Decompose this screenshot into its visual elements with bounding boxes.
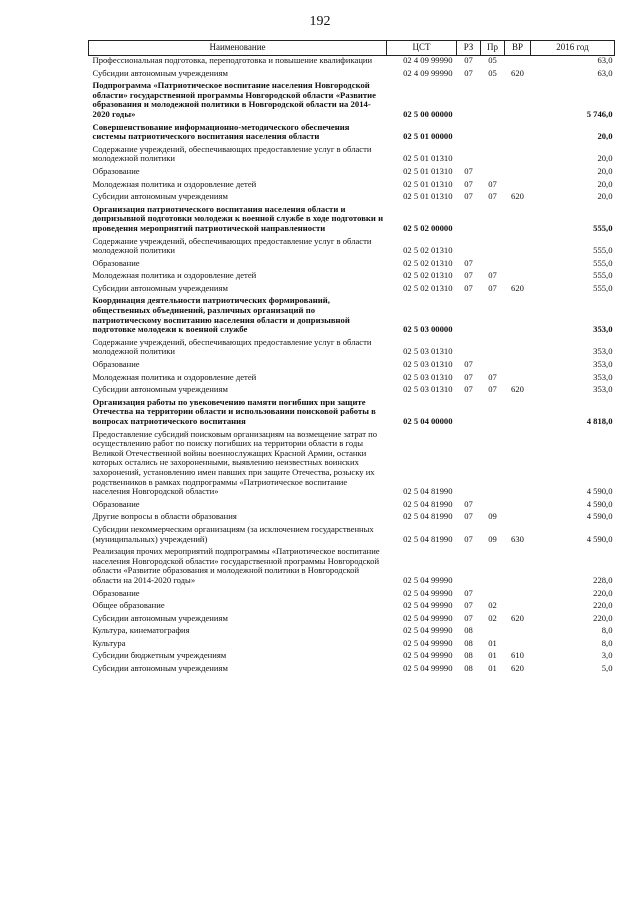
row-rz: 08 [464, 625, 473, 636]
row-pr: 02 [488, 600, 497, 611]
row-name: Совершенствование информационно-методического обеспечения системы патриотического воспитания населения области [92, 121, 350, 142]
header-vr: ВР [505, 41, 531, 56]
row-rz: 07 [464, 359, 473, 370]
row-sum: 228,0 [593, 574, 613, 585]
row-cst: 02 5 03 01310 [403, 346, 453, 357]
table-row [89, 205, 615, 237]
row-cst: 02 4 09 99990 [403, 55, 453, 65]
header-pr: Пр [481, 41, 505, 56]
row-name: Организация работы по увековечению памяти погибших при защите Отечества на территории области и использовании поисковой работы в вопросах патриотического воспитания [92, 396, 376, 426]
row-rz [457, 81, 481, 122]
table-row [89, 145, 615, 167]
table-header [89, 41, 615, 56]
row-rz [457, 123, 481, 145]
row-pr: 05 [488, 55, 497, 65]
row-pr: 07 [488, 270, 497, 281]
row-sum: 555,0 [593, 282, 613, 293]
row-sum: 5 746,0 [586, 108, 613, 119]
table-row [89, 626, 615, 639]
row-cst: 02 5 03 01310 [403, 371, 453, 382]
row-name: Другие вопросы в области образования [92, 511, 237, 522]
row-rz: 08 [464, 650, 473, 661]
row-sum: 20,0 [597, 153, 613, 164]
row-cst: 02 5 04 81990 [403, 486, 453, 497]
row-sum: 353,0 [593, 346, 613, 357]
row-sum: 353,0 [593, 359, 613, 370]
row-cst: 02 5 04 99990 [403, 637, 453, 648]
row-sum: 4 590,0 [586, 511, 613, 522]
row-pr: 07 [488, 384, 497, 395]
row-name: Молодежная политика и оздоровление детей [92, 178, 257, 189]
row-cst: 02 5 00 00000 [403, 108, 453, 119]
row-vr [505, 547, 531, 588]
header-rz: РЗ [457, 41, 481, 56]
row-cst: 02 5 04 81990 [403, 498, 453, 509]
row-name: Общее образование [92, 600, 165, 611]
row-sum: 8,0 [601, 637, 613, 648]
row-name: Субсидии автономным учреждениям [92, 282, 228, 293]
row-cst: 02 4 09 99990 [403, 67, 453, 78]
row-name: Образование [92, 165, 140, 176]
row-vr [505, 512, 531, 525]
row-rz: 07 [464, 191, 473, 202]
page-number: 192 [309, 14, 331, 29]
row-name: Образование [92, 498, 140, 509]
row-sum: 4 590,0 [586, 498, 613, 509]
row-name: Культура [92, 637, 126, 648]
row-pr: 07 [488, 191, 497, 202]
table-row [89, 271, 615, 284]
row-cst: 02 5 04 99990 [403, 612, 453, 623]
row-cst: 02 5 01 01310 [403, 191, 453, 202]
row-rz: 07 [464, 67, 473, 78]
row-pr [481, 296, 505, 337]
row-sum: 4 818,0 [586, 416, 613, 426]
row-cst: 02 5 03 01310 [403, 384, 453, 395]
row-vr [505, 145, 531, 167]
row-name: Содержание учреждений, обеспечивающих предоставление услуг в области молодежной политики [92, 336, 372, 357]
table-row [89, 525, 615, 547]
row-rz: 07 [464, 270, 473, 281]
row-pr [481, 237, 505, 259]
row-sum: 555,0 [593, 257, 613, 268]
row-name: Образование [92, 257, 140, 268]
row-rz [457, 338, 481, 360]
row-vr: 610 [511, 650, 524, 661]
row-vr: 620 [511, 191, 524, 202]
row-sum: 4 590,0 [586, 533, 613, 544]
row-cst: 02 5 01 01310 [403, 153, 453, 164]
row-vr: 620 [511, 612, 524, 623]
row-sum: 555,0 [593, 270, 613, 281]
row-vr [505, 360, 531, 373]
row-sum: 63,0 [597, 67, 613, 78]
row-rz [457, 237, 481, 259]
row-sum: 20,0 [597, 178, 613, 189]
row-cst: 02 5 04 99990 [403, 587, 453, 598]
row-name: Субсидии автономным учреждениям [92, 384, 228, 395]
row-vr [505, 271, 531, 284]
row-cst: 02 5 01 00000 [403, 131, 453, 142]
table-body [89, 56, 615, 677]
row-name: Субсидии автономным учреждениям [92, 67, 228, 78]
row-vr [505, 500, 531, 513]
row-sum: 220,0 [593, 587, 613, 598]
row-pr: 09 [488, 533, 497, 544]
row-rz: 07 [464, 282, 473, 293]
row-sum: 20,0 [597, 165, 613, 176]
row-rz: 07 [464, 371, 473, 382]
row-sum: 20,0 [597, 131, 613, 142]
row-pr [481, 338, 505, 360]
row-rz [457, 205, 481, 237]
table-row [89, 56, 615, 69]
row-cst: 02 5 02 01310 [403, 282, 453, 293]
row-vr: 620 [511, 67, 524, 78]
row-rz: 07 [464, 587, 473, 598]
row-vr [505, 626, 531, 639]
row-cst: 02 5 04 81990 [403, 533, 453, 544]
row-cst: 02 5 01 01310 [403, 178, 453, 189]
row-sum: 353,0 [593, 384, 613, 395]
row-cst: 02 5 03 00000 [403, 324, 453, 335]
row-pr: 07 [488, 282, 497, 293]
row-pr [481, 167, 505, 180]
row-pr: 07 [488, 178, 497, 189]
row-pr [481, 360, 505, 373]
table-row [89, 589, 615, 602]
row-name: Субсидии бюджетным учреждениям [92, 650, 227, 661]
header-cst: ЦСТ [387, 41, 457, 56]
row-sum: 555,0 [593, 222, 613, 233]
row-cst: 02 5 02 01310 [403, 257, 453, 268]
row-name: Подпрограмма «Патриотическое воспитание населения Новгородской области» государственной программы Новгородской области «Развитие образования и молодежной политики в Новгородской области на 2014-2020 годы» [92, 80, 377, 119]
row-sum: 3,0 [601, 650, 613, 661]
row-vr [505, 430, 531, 500]
row-name: Содержание учреждений, обеспечивающих предоставление услуг в области молодежной политики [92, 235, 372, 256]
row-pr [481, 430, 505, 500]
row-vr [505, 589, 531, 602]
row-pr [481, 398, 505, 430]
row-pr: 09 [488, 511, 497, 522]
header-name: Наименование [89, 41, 387, 56]
row-rz: 07 [464, 533, 473, 544]
row-pr [481, 81, 505, 122]
row-pr [481, 145, 505, 167]
row-vr [505, 167, 531, 180]
row-vr [505, 123, 531, 145]
table-row [89, 296, 615, 337]
row-pr: 01 [488, 637, 497, 648]
row-vr [505, 205, 531, 237]
row-name: Содержание учреждений, обеспечивающих предоставление услуг в области молодежной политики [92, 143, 372, 164]
table-row [89, 81, 615, 122]
row-vr: 620 [511, 282, 524, 293]
table-row [89, 167, 615, 180]
row-name: Субсидии некоммерческим организациям (за исключением государственных (муниципальных) учреждений) [92, 523, 374, 544]
row-name: Субсидии автономным учреждениям [92, 191, 228, 202]
row-rz [457, 398, 481, 430]
row-rz: 08 [464, 663, 473, 674]
row-name: Культура, кинематография [92, 625, 190, 636]
row-pr [481, 626, 505, 639]
row-vr [505, 81, 531, 122]
row-cst: 02 5 04 99990 [403, 574, 453, 585]
row-pr: 07 [488, 371, 497, 382]
header-year: 2016 год [531, 41, 615, 56]
row-name: Субсидии автономным учреждениям [92, 612, 228, 623]
row-pr [481, 205, 505, 237]
row-rz: 07 [464, 165, 473, 176]
row-rz [457, 296, 481, 337]
row-rz: 07 [464, 498, 473, 509]
table-row [89, 360, 615, 373]
table-row [89, 385, 615, 398]
row-cst: 02 5 04 99990 [403, 600, 453, 611]
row-name: Предоставление субсидий поисковым организациям на возмещение затрат по осуществлению работ по поиску погибших на территории области в годы Великой Отечественной войны военнослужащих Красной Армии, останки которых остались не захороненными, выявлению неизвестных воинских захоронений, установлению имен павших при защите Отечества, розыску их родственников в рамках подпрограммы «Патриотическое воспитание населения Новгородской области» [92, 428, 378, 497]
row-name: Субсидии автономным учреждениям [92, 663, 228, 674]
row-cst: 02 5 04 99990 [403, 663, 453, 674]
table-row [89, 398, 615, 430]
table-row [89, 192, 615, 205]
row-cst: 02 5 04 81990 [403, 511, 453, 522]
row-cst: 02 5 04 99990 [403, 625, 453, 636]
table-row [89, 123, 615, 145]
row-name: Молодежная политика и оздоровление детей [92, 270, 257, 281]
row-rz: 07 [464, 600, 473, 611]
row-rz [457, 145, 481, 167]
row-sum: 353,0 [593, 324, 613, 335]
row-vr: 630 [511, 533, 524, 544]
table-row [89, 237, 615, 259]
row-rz [457, 547, 481, 588]
row-cst: 02 5 04 00000 [403, 416, 453, 426]
row-vr [505, 338, 531, 360]
row-pr [481, 123, 505, 145]
row-rz: 07 [464, 511, 473, 522]
row-name: Организация патриотического воспитания населения области и допризывной подготовки молодежи к военной службе в ходе подготовки и проведения мероприятий патриотической направленности [92, 203, 384, 233]
row-name: Реализация прочих мероприятий подпрограммы «Патриотическое воспитание населения Новгородской области» государственной программы Новгородской области «Развитие образования и молодежной политики в Новгородской области на 2014-2020 годы» [92, 546, 380, 585]
budget-table [88, 40, 615, 677]
row-vr: 620 [511, 663, 524, 674]
row-sum: 8,0 [601, 625, 613, 636]
row-cst: 02 5 01 01310 [403, 165, 453, 176]
row-cst: 02 5 04 99990 [403, 650, 453, 661]
row-pr: 05 [488, 67, 497, 78]
row-sum: 555,0 [593, 245, 613, 256]
row-cst: 02 5 02 01310 [403, 245, 453, 256]
row-name: Молодежная политика и оздоровление детей [92, 371, 257, 382]
table-row [89, 338, 615, 360]
row-vr [505, 237, 531, 259]
row-name: Профессиональная подготовка, переподготовка и повышение квалификации [92, 55, 373, 65]
row-name: Образование [92, 359, 140, 370]
row-vr [505, 601, 531, 614]
row-rz: 07 [464, 257, 473, 268]
row-pr: 02 [488, 612, 497, 623]
row-name: Координация деятельности патриотических формирований, общественных объединений, различных организаций по патриотическому воспитанию населения области и допризывной подготовке молодежи к военной службе [92, 295, 350, 335]
row-vr [505, 296, 531, 337]
row-name: Образование [92, 587, 140, 598]
row-rz: 07 [464, 178, 473, 189]
row-rz: 08 [464, 637, 473, 648]
row-sum: 63,0 [597, 55, 613, 65]
row-sum: 353,0 [593, 371, 613, 382]
row-sum: 4 590,0 [586, 486, 613, 497]
row-sum: 220,0 [593, 600, 613, 611]
table-row [89, 547, 615, 588]
table-row [89, 430, 615, 500]
row-cst: 02 5 03 01310 [403, 359, 453, 370]
row-pr: 01 [488, 650, 497, 661]
table-row [89, 664, 615, 677]
row-vr [505, 398, 531, 430]
row-sum: 220,0 [593, 612, 613, 623]
row-pr [481, 547, 505, 588]
row-rz: 07 [464, 55, 473, 65]
row-cst: 02 5 02 00000 [403, 222, 453, 233]
row-rz: 07 [464, 384, 473, 395]
row-vr [505, 259, 531, 272]
row-vr: 620 [511, 384, 524, 395]
row-cst: 02 5 02 01310 [403, 270, 453, 281]
row-rz [457, 430, 481, 500]
row-rz: 07 [464, 612, 473, 623]
table-row [89, 601, 615, 614]
row-pr: 01 [488, 663, 497, 674]
row-sum: 5,0 [601, 663, 613, 674]
row-vr [505, 56, 531, 69]
row-sum: 20,0 [597, 191, 613, 202]
